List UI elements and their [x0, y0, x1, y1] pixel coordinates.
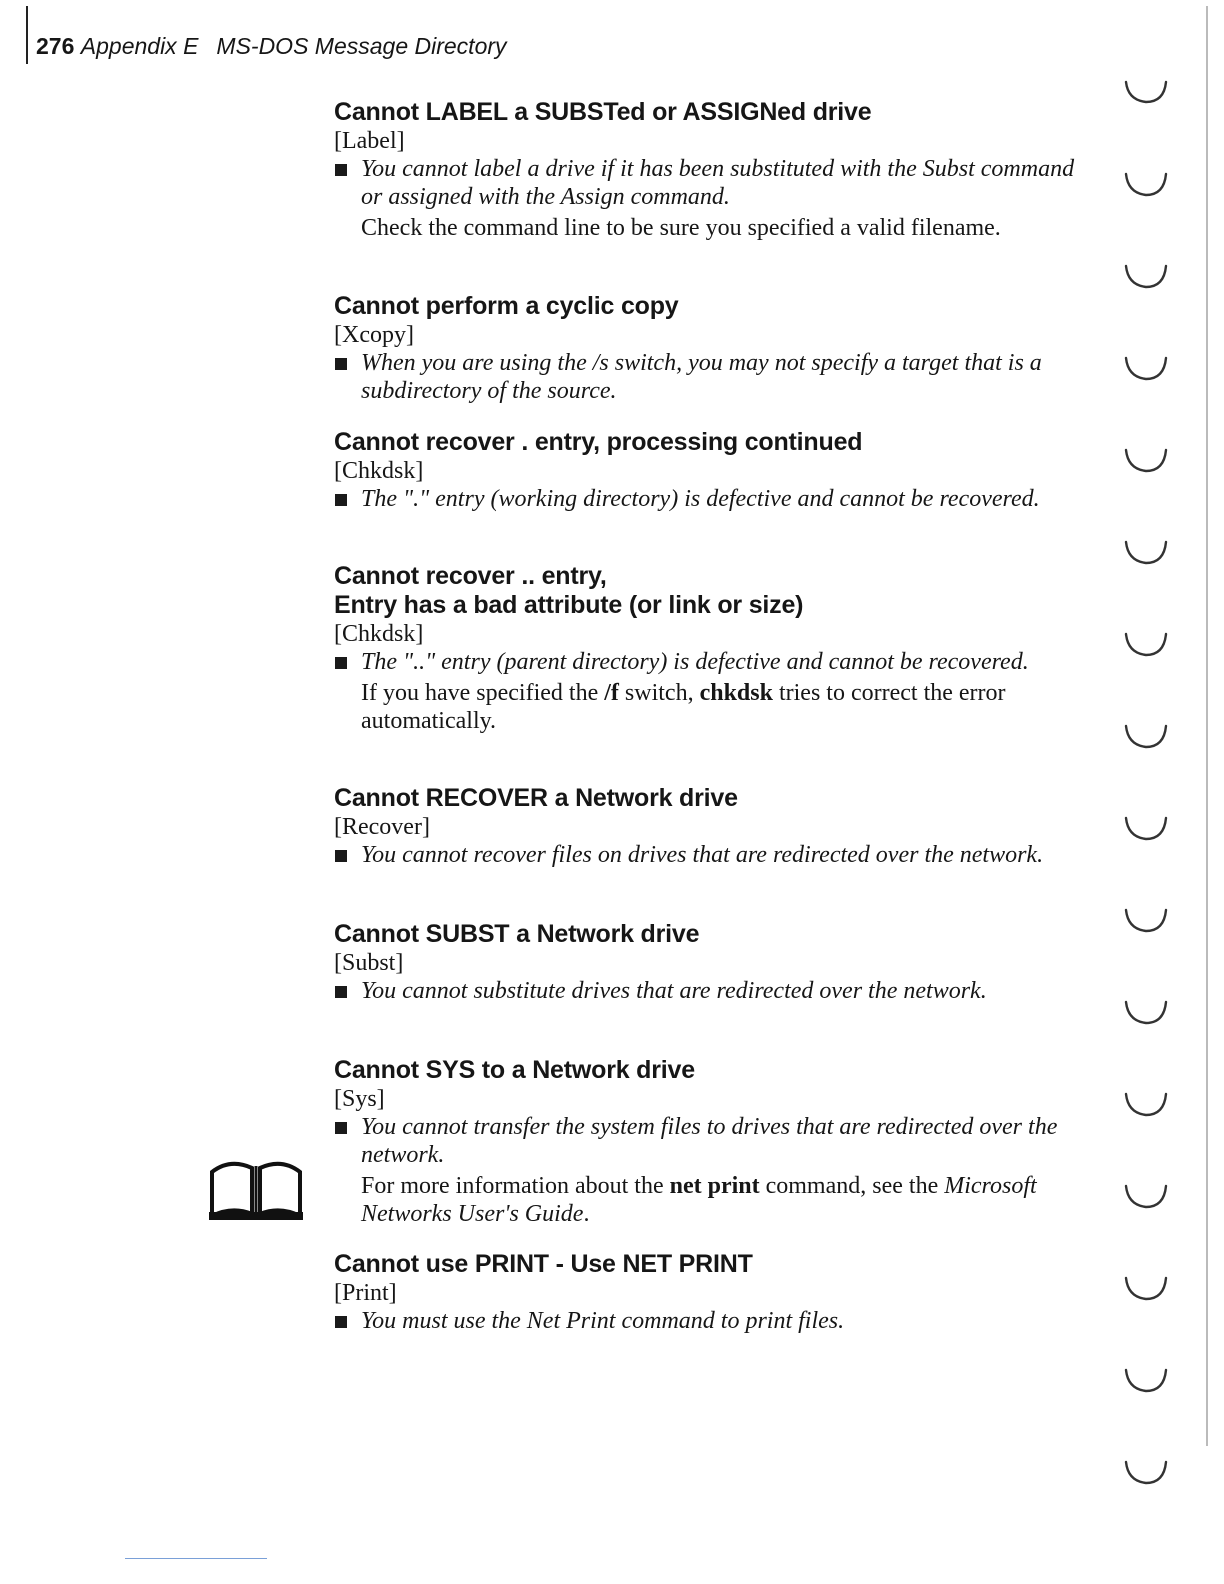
message-entry	[334, 98, 1094, 242]
bullet-square-icon	[335, 1316, 347, 1328]
message-explanation: The ".." entry (parent directory) is defective and cannot be recovered.	[334, 648, 1094, 676]
margin-rule-left	[26, 6, 28, 64]
margin-rule-right	[1206, 6, 1208, 1446]
message-title: Cannot LABEL a SUBSTed or ASSIGNed drive	[334, 98, 872, 126]
command-name: [Sys]	[334, 1086, 385, 1112]
message-title-line-2: Entry has a bad attribute (or link or size)	[334, 591, 804, 619]
message-title: Cannot perform a cyclic copy	[334, 292, 679, 320]
bullet-square-icon	[335, 657, 347, 669]
message-explanation: You cannot recover files on drives that are redirected over the network.	[334, 841, 1094, 869]
message-entry	[334, 784, 1094, 869]
page-number: 276	[36, 33, 75, 59]
appendix-label: Appendix E	[80, 33, 199, 59]
message-title: Cannot SUBST a Network drive	[334, 920, 700, 948]
message-note: Check the command line to be sure you specified a valid filename.	[361, 215, 1001, 241]
message-title: Cannot SYS to a Network drive	[334, 1056, 695, 1084]
bullet-square-icon	[335, 850, 347, 862]
message-explanation: When you are using the /s switch, you may not specify a target that is a subdirectory of the source.	[334, 349, 1094, 405]
message-note: For more information about the net print command, see the Microsoft Networks User's Guide.	[361, 1173, 1037, 1227]
message-title: Cannot recover . entry, processing continued	[334, 428, 863, 456]
command-name: [Chkdsk]	[334, 458, 424, 484]
message-entry	[334, 562, 1094, 735]
bullet-square-icon	[335, 494, 347, 506]
message-entry	[334, 292, 1094, 405]
header-title: MS-DOS Message Directory	[216, 33, 507, 59]
message-explanation: You cannot label a drive if it has been substituted with the Subst command or assigned with the Assign command.	[334, 155, 1094, 211]
bullet-square-icon	[335, 986, 347, 998]
message-explanation: The "." entry (working directory) is defective and cannot be recovered.	[334, 485, 1094, 513]
message-title: Cannot recover .. entry,	[334, 562, 607, 590]
message-explanation: You cannot substitute drives that are redirected over the network.	[334, 977, 1094, 1005]
message-explanation: You cannot transfer the system files to drives that are redirected over the network.	[334, 1113, 1094, 1169]
message-explanation: You must use the Net Print command to print files.	[334, 1307, 1094, 1335]
message-entry	[334, 920, 1094, 1005]
message-entry	[334, 428, 1094, 513]
message-title: Cannot use PRINT - Use NET PRINT	[334, 1250, 753, 1278]
running-header	[36, 33, 507, 60]
bullet-square-icon	[335, 358, 347, 370]
bullet-square-icon	[335, 1122, 347, 1134]
command-name: [Label]	[334, 128, 405, 154]
footer-rule	[125, 1558, 267, 1559]
open-book-icon	[206, 1160, 306, 1224]
message-title: Cannot RECOVER a Network drive	[334, 784, 738, 812]
command-name: [Subst]	[334, 950, 404, 976]
command-name: [Print]	[334, 1280, 397, 1306]
command-name: [Xcopy]	[334, 322, 414, 348]
message-note: If you have specified the /f switch, chkdsk tries to correct the error automatically.	[361, 680, 1006, 734]
message-entry	[334, 1250, 1094, 1335]
command-name: [Recover]	[334, 814, 430, 840]
message-entry	[334, 1056, 1094, 1228]
binder-holes	[1120, 0, 1180, 1520]
bullet-square-icon	[335, 164, 347, 176]
command-name: [Chkdsk]	[334, 621, 424, 647]
